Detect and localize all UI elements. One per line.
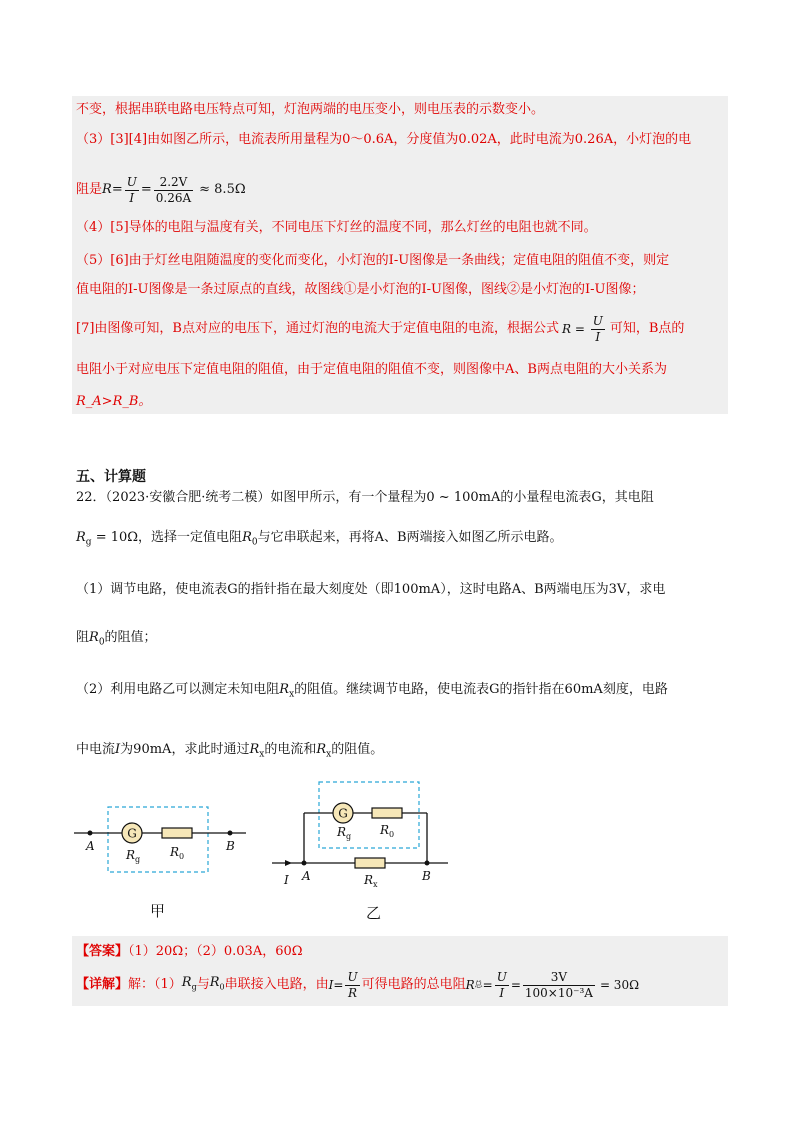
circuit-diagram-a	[60, 795, 260, 885]
label-I: I	[284, 873, 289, 887]
resistance-prefix: 阻是	[76, 182, 103, 197]
answer-line	[76, 942, 303, 962]
detail-tag: 【详解】	[76, 977, 129, 992]
resistor-R0-b	[372, 808, 402, 818]
question-line-2: $R_g = 10\Omega$，选择一定值电阻$R_0$与它串联起来，再将A、B两端接入如图乙所示电路。	[76, 530, 563, 548]
junction-A	[302, 861, 307, 866]
solution-line-5: （5）[6]由于灯丝电阻随温度的变化而变化，小灯泡的I-U图像是一条曲线；定值电阻的阻值不变，则定	[76, 253, 670, 268]
question-line-3: （1）调节电路，使电流表G的指针指在最大刻度处（即100mA），这时电路A、B两端电压为3V，求电	[76, 582, 666, 597]
solution-line-4: （4）[5]导体的电阻与温度有关，不同电压下灯丝的温度不同，那么灯丝的电阻也就不同。	[76, 220, 597, 235]
solution-line-1: 不变，根据串联电路电压特点可知，灯泡两端的电压变小，则电压表的示数变小。	[76, 102, 545, 117]
junction-B	[425, 861, 430, 866]
caption-b: 乙	[366, 904, 382, 922]
solution-line-6: 值电阻的I-U图像是一条过原点的直线，故图线①是小灯泡的I-U图像，图线②是小灯泡的I-U图像；	[76, 282, 645, 297]
terminal-B-dot	[228, 831, 233, 836]
answer-tag: 【答案】	[76, 944, 129, 959]
dashed-box-a	[108, 807, 208, 872]
question-line-6: 中电流I为90mA，求此时通过$R_x$的电流和$R_x$的阻值。	[76, 742, 384, 760]
circuit-diagram-b	[262, 776, 462, 891]
solution-line-7: [7]由图像可知，B点对应的电压下，通过灯泡的电流大于定值电阻的电流，根据公式 R = $\frac{U}{I}$ 可知，B点的	[76, 313, 685, 344]
answer-text: （1）20Ω；（2）0.03A，60Ω	[128, 944, 303, 959]
question-line-5: （2）利用电路乙可以测定未知电阻$R_x$的阻值。继续调节电路，使电流表G的指针指在60mA刻度，电路	[76, 682, 668, 700]
label-B: B	[226, 839, 235, 853]
solution-line-8: 电阻小于对应电压下定值电阻的阻值，由于定值电阻的阻值不变，则图像中A、B两点电阻的大小关系为	[76, 362, 667, 377]
galvanometer-label: G	[127, 826, 137, 841]
fraction-values: $\frac{2.2V}{0.26A}$	[155, 174, 192, 205]
caption-a: 甲	[150, 902, 166, 920]
detail-line: 【详解】 解：（1） $R_g$ 与 $R_0$ 串联接入电路，由 I = $\frac{U}{R}$ 可得电路的总电阻 R 总 = $\frac{U}{I}$ = $\frac{3V}{\text{100×10⁻³A}}$ = 30Ω	[76, 969, 640, 1000]
label-R0-b: $R_0$	[380, 823, 395, 839]
label-A: A	[86, 839, 95, 853]
formula-result: ≈ 8.5Ω	[199, 182, 246, 197]
label-Rg: $R_g$	[126, 848, 141, 864]
label-A-b: A	[302, 869, 311, 883]
label-R0: $R_0$	[170, 845, 185, 861]
solution-line-2: （3）[3][4]由如图乙所示，电流表所用量程为0～0.6A，分度值为0.02A，此时电流为0.26A，小灯泡的电	[76, 132, 692, 147]
formula-eq-2: =	[140, 182, 152, 197]
section-title: 五、计算题	[76, 469, 146, 485]
fraction-U-over-I-2: $\frac{U}{I}$	[592, 313, 603, 344]
formula-eq: =	[111, 182, 123, 197]
question-line-4: 阻$R_0$的阻值；	[76, 630, 157, 648]
current-arrow-icon	[285, 860, 292, 866]
label-Rx: $R_x$	[364, 873, 378, 889]
label-B-b: B	[422, 869, 431, 883]
label-Rg-b: $R_g$	[337, 825, 352, 841]
solution-line-3	[76, 172, 246, 208]
resistor-R0-a	[162, 828, 192, 838]
terminal-A-dot	[88, 831, 93, 836]
question-line-1: 22．（2023·安徽合肥·统考二模）如图甲所示，有一个量程为0 ~ 100mA的小量程电流表G，其电阻	[76, 490, 654, 505]
resistor-Rx	[355, 858, 385, 868]
solution-line-9: R_A>R_B。	[76, 394, 152, 409]
fraction-U-over-I: $\frac{U}{I}$	[126, 174, 137, 205]
galvanometer-label-b: G	[338, 806, 348, 821]
formula-R: R	[102, 182, 112, 197]
